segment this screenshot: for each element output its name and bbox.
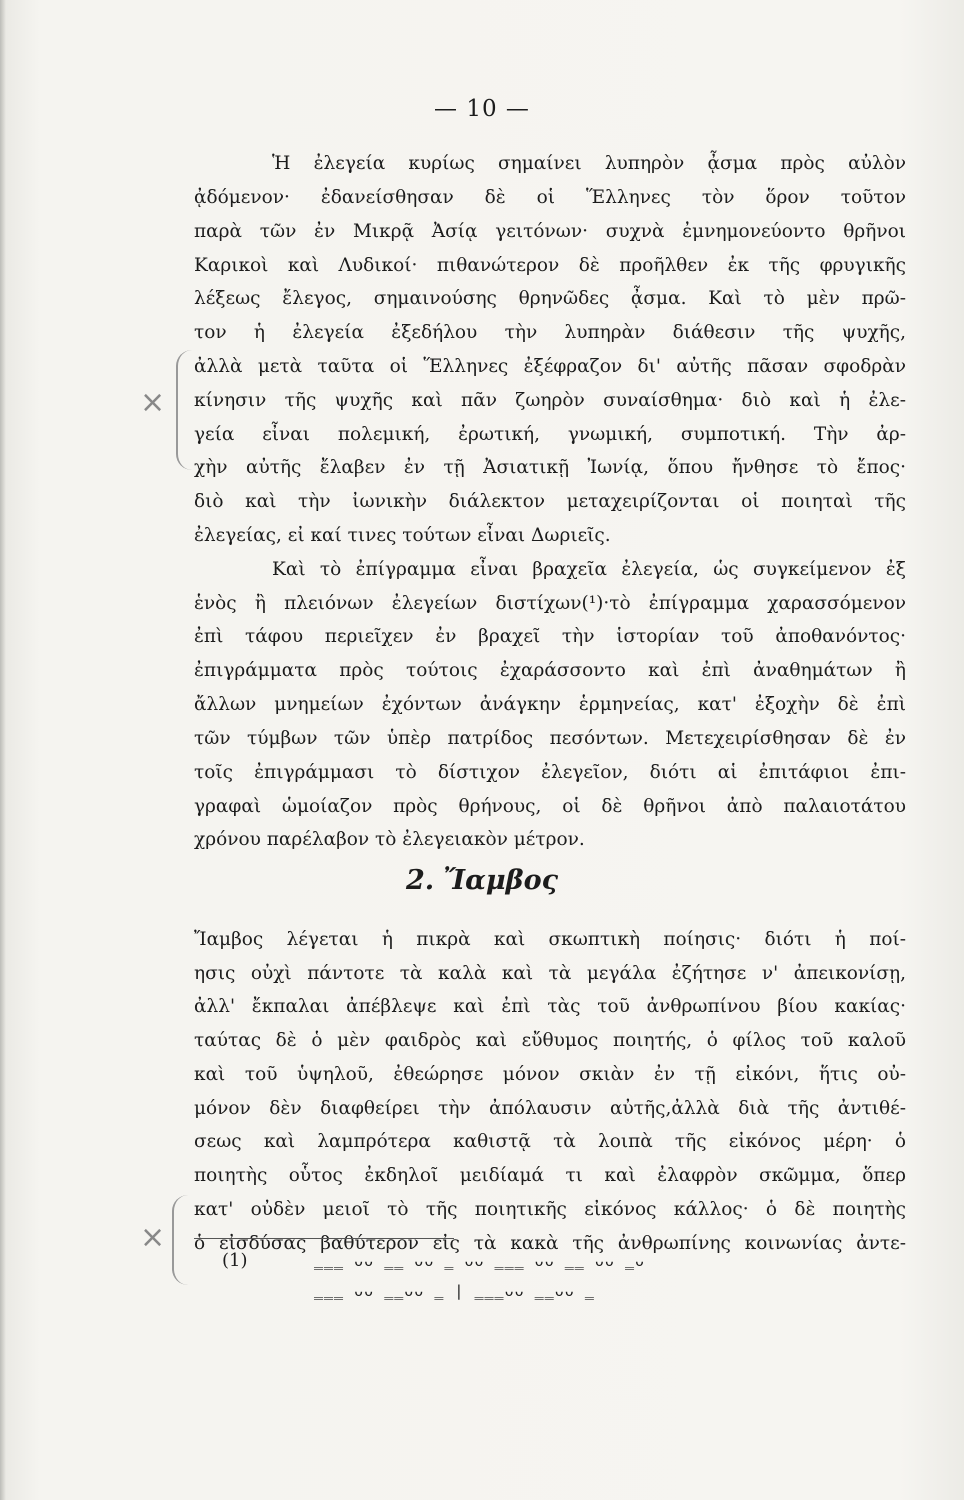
text-line: Καρικοὶ καὶ Λυδικοί· πιθανώτερον δὲ προῆλθεν ἐκ τῆς φρυγικῆς [194, 255, 906, 276]
footnote-rule [194, 1238, 454, 1239]
text-line: Ἴαμβος λέγεται ἡ πικρὰ καὶ σκωπτικὴ ποίησις· διότι ἡ ποί- [194, 929, 906, 950]
page-edge [0, 0, 6, 1500]
text-line: ησις οὐχὶ πάντοτε τὰ καλὰ καὶ τὰ μεγάλα ἐζήτησε ν' ἀπεικονίσῃ, [194, 963, 906, 984]
text-line: ποιητὴς οὗτος ἐκδηλοῖ μειδίαμά τι καὶ ἐλαφρὸν σκῶμμα, ὅπερ [194, 1165, 906, 1186]
footnote-meter-line: ‗‗‗ ᴗᴗ ‗‗ ᴗᴗ ‗ ᴗᴗ ‗‗‗ ᴗᴗ ‗‗ ᴗᴗ ‗ᴗ [314, 1252, 646, 1270]
text-line: ἑνὸς ἢ πλειόνων ἐλεγείων διστίχων(¹)·τὸ ἐπίγραμμα χαρασσόμενον [194, 593, 906, 614]
text-line: ἐπιγράμματα πρὸς τούτοις ἐχαράσσοντο καὶ ἐπὶ ἀναθημάτων ἢ [194, 660, 906, 681]
margin-cross-icon: × [140, 385, 166, 420]
text-line: ἄλλων μνημείων ἐχόντων ἀνάγκην ἑρμηνείας, κατ' ἐξοχὴν δὲ ἐπὶ [194, 694, 906, 715]
text-line: γεία εἶναι πολεμική, ἐρωτική, γνωμική, συμποτική. Τὴν ἀρ- [194, 424, 906, 445]
text-line: ἀλλὰ μετὰ ταῦτα οἱ Ἕλληνες ἐξέφραζον δι' αὐτῆς πᾶσαν σφοδρὰν [194, 356, 906, 377]
text-line: τον ἡ ἐλεγεία ἐξεδήλου τὴν λυπηρὰν διάθεσιν τῆς ψυχῆς, [194, 322, 906, 343]
footnote-meter-line: ‗‗‗ ᴗᴗ ‗‗ᴗᴗ ‗ | ‗‗‗ᴗᴗ ‗‗ᴗᴗ ‗ [314, 1282, 595, 1300]
text-line: λέξεως ἔλεγος, σημαινούσης θρηνῶδες ᾆσμα. Καὶ τὸ μὲν πρῶ- [194, 288, 906, 309]
text-line: κατ' οὐδὲν μειοῖ τὸ τῆς ποιητικῆς εἰκόνος κάλλος· ὁ δὲ ποιητὴς [194, 1199, 906, 1220]
text-line: τοῖς ἐπιγράμμασι τὸ δίστιχον ἐλεγεῖον, διότι αἱ ἐπιτάφιοι ἐπι- [194, 762, 906, 783]
text-line: ᾀδόμενον· ἐδανείσθησαν δὲ οἱ Ἕλληνες τὸν ὅρον τοῦτον [194, 187, 906, 208]
text-line: καὶ τοῦ ὑψηλοῦ, ἐθεώρησε μόνον σκιὰν ἐν τῇ εἰκόνι, ἥτις οὐ- [194, 1064, 906, 1085]
text-line: ταύτας δὲ ὁ μὲν φαιδρὸς καὶ εὔθυμος ποιητής, ὁ φίλος τοῦ καλοῦ [194, 1030, 906, 1051]
text-line: παρὰ τῶν ἐν Μικρᾷ Ἀσίᾳ γειτόνων· συχνὰ ἐμνημονεύοντο θρῆνοι [194, 221, 906, 242]
margin-bracket [172, 1195, 188, 1285]
margin-bracket [176, 350, 192, 470]
text-line: μόνον δὲν διαφθείρει τὴν ἀπόλαυσιν αὐτῆς,ἀλλὰ διὰ τῆς ἀντιθέ- [194, 1098, 906, 1119]
text-line: ὁ εἰσδύσας βαθύτερον εἰς τὰ κακὰ τῆς ἀνθρωπίνης κοινωνίας ἀντε- [194, 1233, 906, 1254]
text-line: χὴν αὐτῆς ἔλαβεν ἐν τῇ Ἀσιατικῇ Ἰωνίᾳ, ὅπου ἤνθησε τὸ ἔπος· [194, 457, 906, 478]
text-line: Ἡ ἐλεγεία κυρίως σημαίνει λυπηρὸν ᾆσμα πρὸς αὐλὸν [272, 153, 906, 174]
margin-cross-icon: × [140, 1220, 166, 1255]
page-number: — 10 — [434, 96, 530, 122]
text-line: χρόνου παρέλαβον τὸ ἐλεγειακὸν μέτρον. [194, 829, 585, 850]
text-line: γραφαὶ ὡμοίαζον πρὸς θρήνους, οἱ δὲ θρῆνοι ἀπὸ παλαιοτάτου [194, 796, 906, 817]
text-line: Καὶ τὸ ἐπίγραμμα εἶναι βραχεῖα ἐλεγεία, ὡς συγκείμενον ἐξ [272, 559, 906, 580]
text-line: τῶν τύμβων τῶν ὑπὲρ πατρίδος πεσόντων. Μετεχειρίσθησαν δὲ ἐν [194, 728, 906, 749]
text-line: ἐλεγείας, εἰ καί τινες τούτων εἶναι Δωριεῖς. [194, 525, 611, 546]
text-line: κίνησιν τῆς ψυχῆς καὶ πᾶν ζωηρὸν συναίσθημα· διὸ καὶ ἡ ἐλε- [194, 390, 906, 411]
footnote-marker: (1) [222, 1250, 248, 1271]
section-heading: 2. Ἴαμβος [405, 865, 559, 896]
text-line: σεως καὶ λαμπρότερα καθιστᾷ τὰ λοιπὰ τῆς εἰκόνος μέρη· ὁ [194, 1131, 906, 1152]
text-line: ἀλλ' ἔκπαλαι ἀπέβλεψε καὶ ἐπὶ τὰς τοῦ ἀνθρωπίνου βίου κακίας· [194, 996, 906, 1017]
text-line: ἐπὶ τάφου περιεῖχεν ἐν βραχεῖ τὴν ἱστορίαν τοῦ ἀποθανόντος· [194, 626, 906, 647]
text-line: διὸ καὶ τὴν ἰωνικὴν διάλεκτον μεταχειρίζονται οἱ ποιηταὶ τῆς [194, 491, 906, 512]
